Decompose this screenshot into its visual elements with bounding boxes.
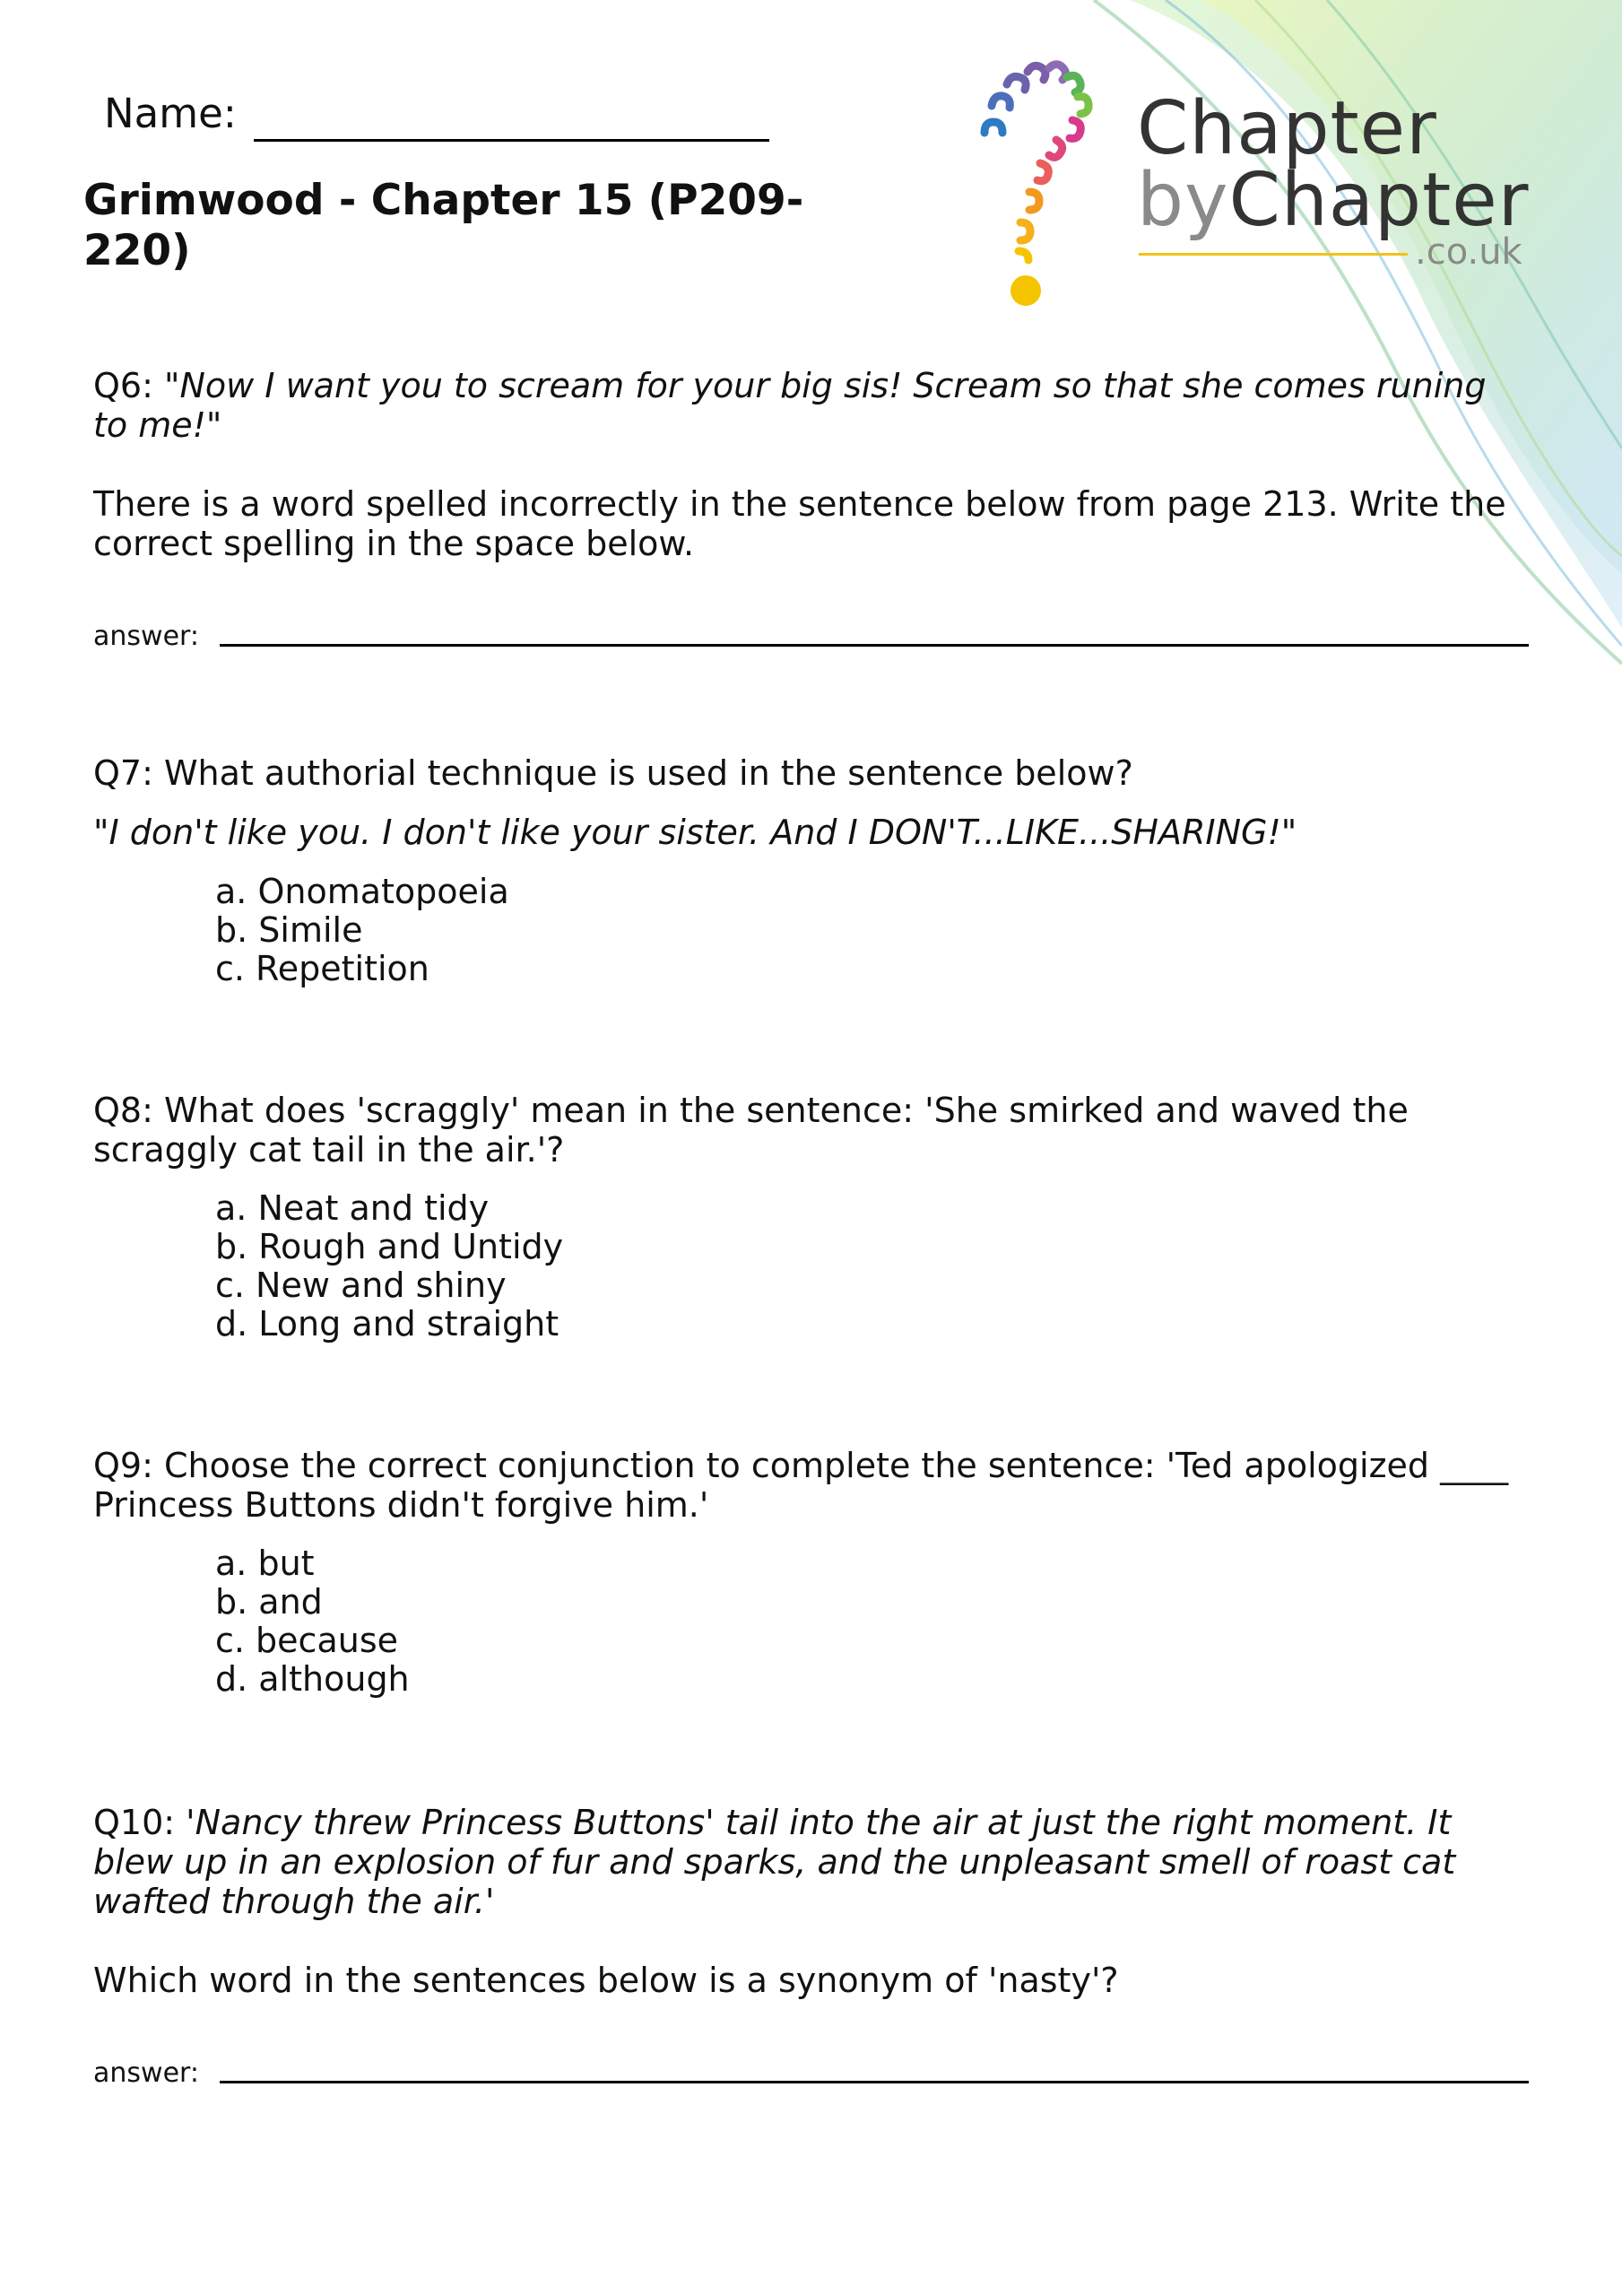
q10-quote: 'Nancy threw Princess Buttons' tail into the air at just the right moment. It blew up in an explosion of fur and sparks, and the unpleasant smell of roast cat wafted through the air.' (93, 1803, 1456, 1921)
logo-question-mark-icon (967, 52, 1128, 312)
q9-prompt: Q9: Choose the correct conjunction to complete the sentence: 'Ted apologized ____ Princess Buttons didn't forgive him.' (93, 1446, 1509, 1525)
name-label: Name: (104, 90, 237, 137)
q8-option-a[interactable]: a. Neat and tidy (215, 1188, 490, 1228)
q7-option-c[interactable]: c. Repetition (215, 949, 429, 988)
q6-instruction: There is a word spelled incorrectly in the sentence below from page 213. Write the correct spelling in the space below. (93, 484, 1506, 563)
logo-text-chapter: Chapter (1137, 86, 1437, 171)
q6-answer-line[interactable] (220, 644, 1529, 647)
q10-answer-line[interactable] (220, 2081, 1529, 2083)
q8-options (215, 1189, 563, 1344)
q8-option-b[interactable]: b. Rough and Untidy (215, 1227, 564, 1266)
q10-prompt (93, 1803, 1528, 1921)
q9-options (215, 1544, 410, 1699)
q9-option-c[interactable]: c. because (215, 1621, 398, 1660)
q9-option-d[interactable]: d. although (215, 1659, 410, 1699)
q7-options (215, 873, 509, 988)
logo-underline (1139, 253, 1408, 256)
logo-domain: .co.uk (1415, 231, 1522, 273)
logo-text-bychapter (1137, 158, 1530, 243)
q8-option-c[interactable]: c. New and shiny (215, 1265, 507, 1305)
q10-answer-label: answer: (93, 2057, 199, 2089)
worksheet-title: Grimwood - Chapter 15 (P209-220) (83, 176, 804, 275)
q6-answer-label: answer: (93, 621, 199, 652)
q6-prompt (93, 366, 1528, 445)
logo-text-by: by (1137, 158, 1229, 243)
q8-option-d[interactable]: d. Long and straight (215, 1304, 559, 1344)
name-input-line[interactable] (254, 139, 769, 142)
q7-prompt: Q7: What authorial technique is used in the sentence below? (93, 753, 1133, 793)
q10-instruction: Which word in the sentences below is a synonym of 'nasty'? (93, 1961, 1119, 2000)
q6-quote: "Now I want you to scream for your big sis! Scream so that she comes runing to me!" (93, 366, 1487, 445)
q9-option-b[interactable]: b. and (215, 1582, 323, 1622)
q9-option-a[interactable]: a. but (215, 1544, 315, 1583)
q10-number: Q10: (93, 1803, 176, 1842)
q8-prompt: Q8: What does 'scraggly' mean in the sentence: 'She smirked and waved the scraggly cat tail in the air.'? (93, 1091, 1409, 1170)
q7-option-b[interactable]: b. Simile (215, 910, 363, 950)
q6-number: Q6: (93, 366, 153, 405)
q7-quote: "I don't like you. I don't like your sister. And I DON'T...LIKE...SHARING!" (93, 813, 1297, 852)
logo-text-chapter-2: Chapter (1228, 158, 1530, 243)
q7-option-a[interactable]: a. Onomatopoeia (215, 872, 509, 911)
